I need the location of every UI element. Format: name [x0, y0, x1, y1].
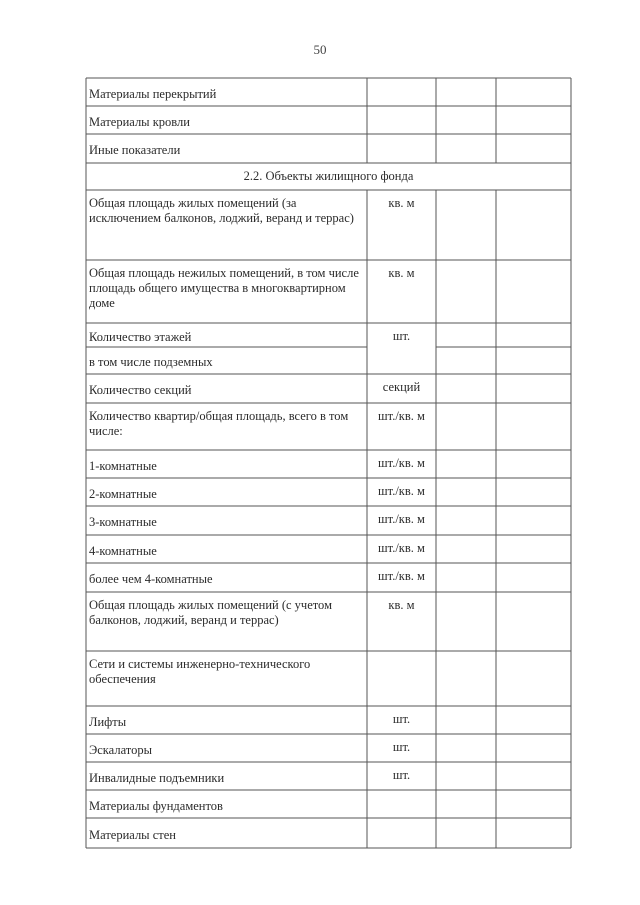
row-unit: кв. м — [388, 196, 415, 210]
row-unit: шт. — [392, 712, 411, 726]
row-label: Общая площадь жилых помещений (с учетом балконов, лоджий, веранд и террас) — [89, 598, 332, 627]
row-label: Эскалаторы — [89, 742, 153, 757]
row-label: 4-комнатные — [89, 543, 157, 558]
row-label: Материалы стен — [89, 827, 176, 842]
row-label: в том числе подземных — [89, 355, 213, 369]
row-label: Лифты — [89, 714, 127, 729]
row-label: Материалы кровли — [89, 114, 190, 129]
row-label: Общая площадь жилых помещений (за исключением балконов, лоджий, веранд и террас) — [89, 196, 354, 225]
row-label: более чем 4-комнатные — [89, 572, 213, 586]
section-heading: 2.2. Объекты жилищного фонда — [243, 169, 414, 183]
row-unit: шт. — [392, 768, 411, 782]
page-number: 50 — [313, 42, 327, 57]
row-label: Количество секций — [89, 383, 192, 397]
row-unit: шт./кв. м — [378, 456, 425, 470]
row-label: Материалы перекрытий — [89, 86, 217, 101]
row-unit: секций — [382, 380, 421, 394]
row-label: 1-комнатные — [89, 458, 157, 473]
row-label: Сети и системы инженерно-технического обеспечения — [89, 657, 311, 686]
row-unit: шт./кв. м — [378, 541, 425, 555]
row-label: Иные показатели — [89, 143, 181, 157]
row-label: Инвалидные подъемники — [89, 770, 225, 785]
row-label: Общая площадь нежилых помещений, в том числе площадь общего имущества в многоквартирном доме — [89, 266, 359, 310]
row-unit: кв. м — [388, 266, 415, 280]
row-label: Количество квартир/общая площадь, всего в том числе: — [89, 409, 349, 438]
row-unit: шт./кв. м — [378, 409, 425, 423]
row-unit: шт. — [392, 329, 411, 343]
row-label: Количество этажей — [89, 329, 192, 344]
row-label: 3-комнатные — [89, 515, 157, 529]
row-label: Материалы фундаментов — [89, 798, 223, 813]
row-unit: шт./кв. м — [378, 484, 425, 498]
row-unit: шт./кв. м — [378, 569, 425, 583]
row-label: 2-комнатные — [89, 486, 157, 501]
row-unit: кв. м — [388, 598, 415, 612]
row-unit: шт. — [392, 740, 411, 754]
row-unit: шт./кв. м — [378, 512, 425, 526]
